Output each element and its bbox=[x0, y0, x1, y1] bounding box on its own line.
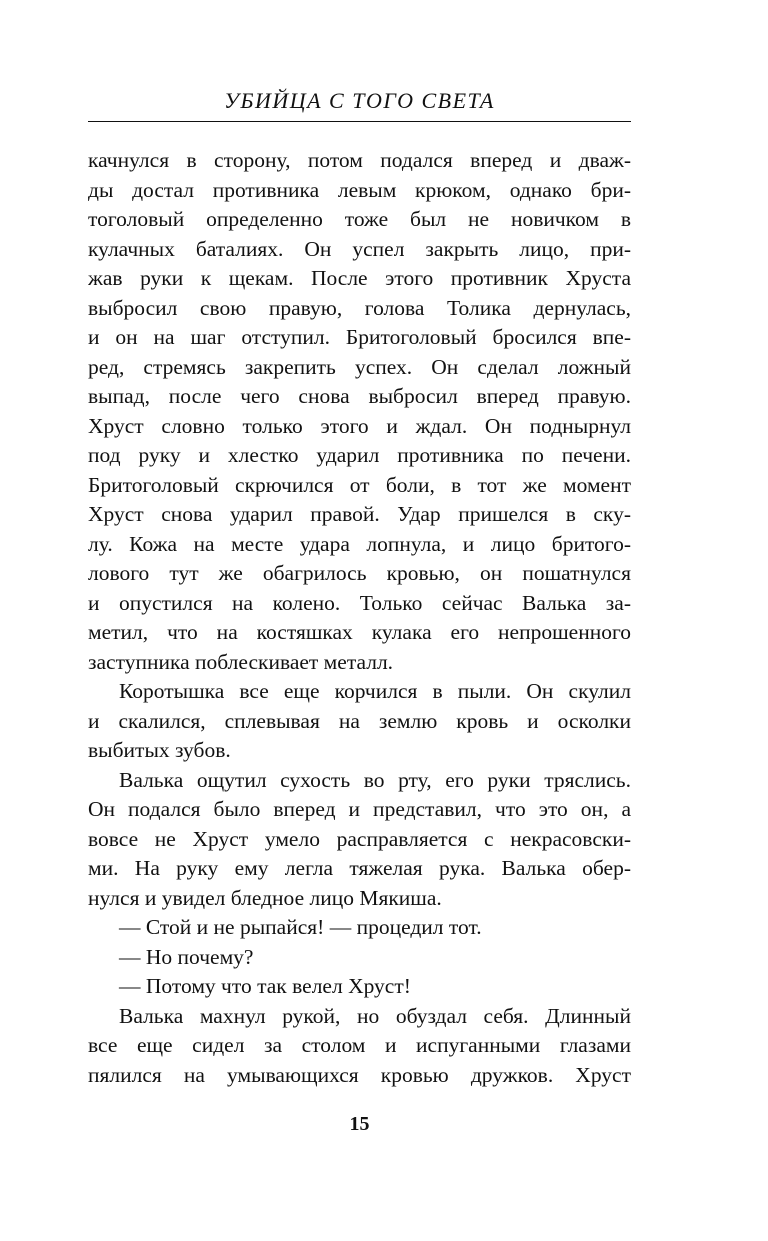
text-line: Коротышка все еще корчился в пыли. Он скулил bbox=[119, 679, 631, 703]
text-line: выпад, после чего снова выбросил вперед правую. bbox=[88, 384, 631, 408]
text-line: Хруст снова ударил правой. Удар пришелся в ску- bbox=[88, 502, 631, 526]
paragraph bbox=[88, 1002, 631, 1091]
text-line: Валька ощутил сухость во рту, его руки тряслись. bbox=[119, 767, 631, 792]
paragraph bbox=[88, 766, 631, 914]
text-line: качнулся в сторону, потом подался вперед и дваж- bbox=[88, 148, 631, 172]
text-line: Бритоголовый скрючился от боли, в тот же момент bbox=[88, 472, 631, 497]
text-line: под руку и хлестко ударил противника по печени. bbox=[88, 443, 631, 467]
paragraph bbox=[88, 146, 631, 677]
text-line: ми. На руку ему легла тяжелая рука. Валька обер- bbox=[88, 856, 631, 880]
text-line: Хруст словно только этого и ждал. Он поднырнул bbox=[88, 413, 631, 438]
text-line: вовсе не Хруст умело расправляется с некрасовски- bbox=[88, 826, 631, 851]
page-number: 15 bbox=[349, 1113, 370, 1135]
running-header: УБИЙЦА С ТОГО СВЕТА bbox=[224, 88, 495, 113]
text-line: нулся и увидел бледное лицо Мякиша. bbox=[88, 885, 442, 910]
text-line: тоголовый определенно тоже был не новичком в bbox=[88, 207, 631, 231]
text-line: пялился на умывающихся кровью дружков. Хруст bbox=[88, 1062, 631, 1087]
text-line: кулачных баталиях. Он успел закрыть лицо, при- bbox=[88, 236, 631, 261]
paragraph bbox=[88, 913, 631, 943]
text-line: и скалился, сплевывая на землю кровь и осколки bbox=[88, 708, 631, 733]
text-line: заступника поблескивает металл. bbox=[88, 649, 394, 674]
header-rule bbox=[88, 121, 631, 122]
text-line: — Но почему? bbox=[119, 944, 254, 969]
paragraph bbox=[88, 943, 631, 973]
text-line: метил, что на костяшках кулака его непрошенного bbox=[88, 620, 631, 644]
text-line: и он на шаг отступил. Бритоголовый бросился впе- bbox=[88, 325, 631, 349]
paragraph bbox=[88, 972, 631, 1002]
text-line: ды достал противника левым крюком, однако бри- bbox=[88, 177, 631, 202]
page-text bbox=[88, 146, 631, 1090]
text-line: выбитых зубов. bbox=[88, 738, 231, 762]
text-line: Он подался было вперед и представил, что это он, а bbox=[88, 797, 631, 821]
text-line: жав руки к щекам. После этого противник Хруста bbox=[88, 266, 631, 290]
text-line: — Потому что так велел Хруст! bbox=[119, 974, 411, 998]
text-line: выбросил свою правую, голова Толика дернулась, bbox=[88, 295, 631, 320]
text-line: лу. Кожа на месте удара лопнула, и лицо бритого- bbox=[88, 531, 631, 556]
text-line: и опустился на колено. Только сейчас Валька за- bbox=[88, 590, 631, 615]
text-line: Валька махнул рукой, но обуздал себя. Длинный bbox=[119, 1003, 631, 1028]
text-line: все еще сидел за столом и испуганными глазами bbox=[88, 1033, 631, 1057]
text-line: лового тут же обагрилось кровью, он пошатнулся bbox=[88, 561, 631, 585]
paragraph bbox=[88, 677, 631, 766]
text-line: ред, стремясь закрепить успех. Он сделал ложный bbox=[88, 354, 631, 379]
text-line: — Стой и не рыпайся! — процедил тот. bbox=[119, 915, 482, 939]
